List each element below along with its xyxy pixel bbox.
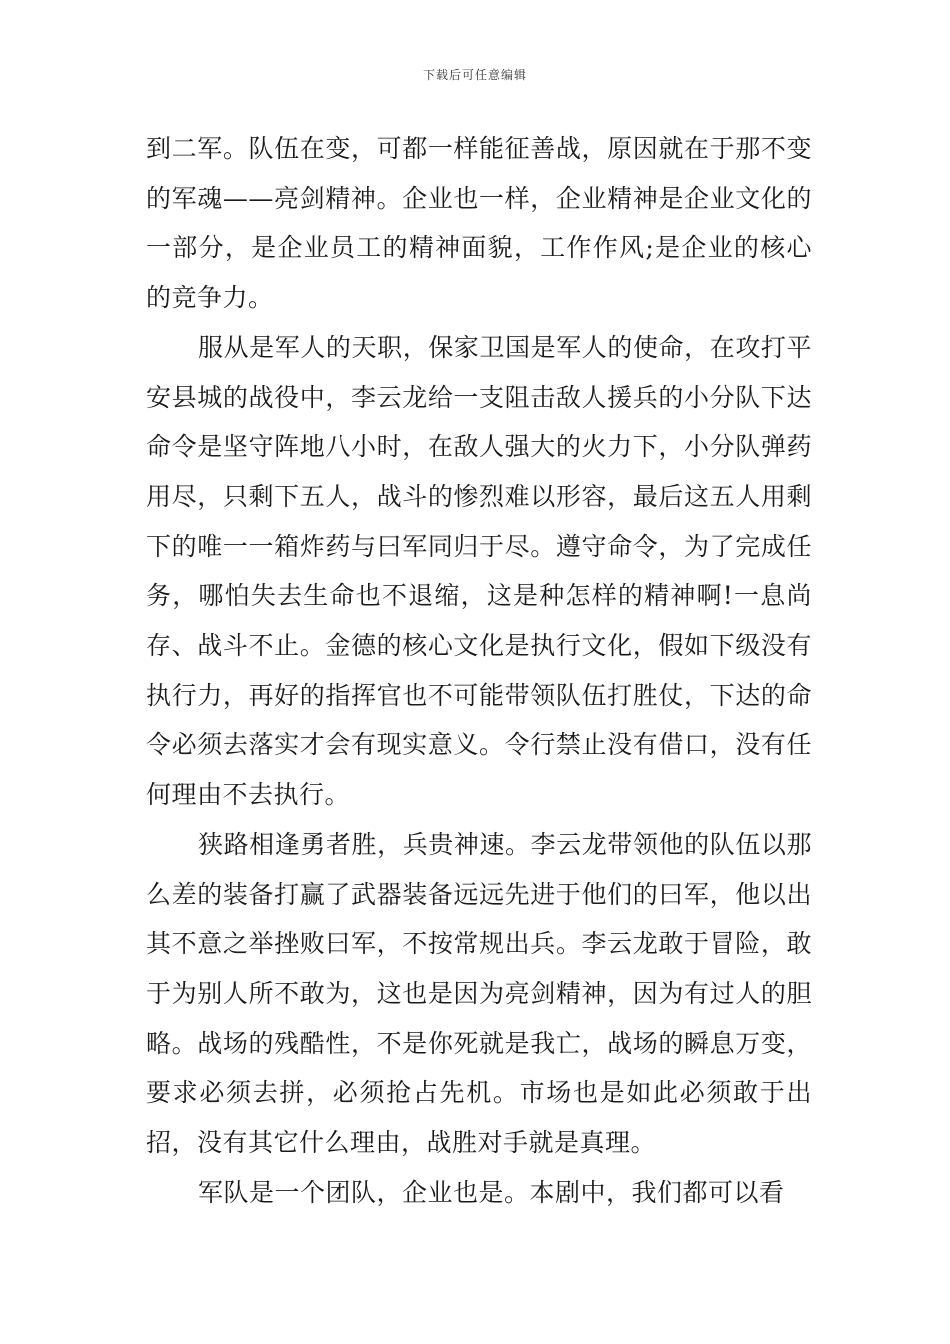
- document-body: [146, 124, 812, 1217]
- paragraph-teamwork: 军队是一个团队，企业也是。本剧中，我们都可以看: [198, 1177, 785, 1207]
- paragraph-courage: 狭路相逢勇者胜，兵贵神速。李云龙带领他的队伍以那么差的装备打赢了武器装备远远先进于他们的曰军，他以出其不意之举挫败曰军，不按常规出兵。李云龙敢于冒险，敢于为别人所不敢为，这也是因为亮剑精神，因为有过人的胆略。战场的残酷性，不是你死就是我亡，战场的瞬息万变，要求必须去拼，必须抢占先机。市场也是如此必须敢于出招，没有其它什么理由，战胜对手就是真理。: [146, 829, 812, 1158]
- paragraph-obedience: 服从是军人的天职，保家卫国是军人的使命，在攻打平安县城的战役中，李云龙给一支阻击敌人援兵的小分队下达命令是坚守阵地八小时，在敌人强大的火力下，小分队弹药用尽，只剩下五人，战斗的惨烈难以形容，最后这五人用剩下的唯一一箱炸药与曰军同归于尽。遵守命令，为了完成任务，哪怕失去生命也不退缩，这是种怎样的精神啊!一息尚存、战斗不止。金德的核心文化是执行文化，假如下级没有执行力，再好的指挥官也不可能带领队伍打胜仗，下达的命令必须去落实才会有现实意义。令行禁止没有借口，没有任何理由不去执行。: [146, 332, 812, 810]
- paragraph-continuation: 到二军。队伍在变，可都一样能征善战，原因就在于那不变的军魂——亮剑精神。企业也一样，企业精神是企业文化的一部分，是企业员工的精神面貌，工作作风;是企业的核心的竞争力。: [146, 134, 812, 313]
- page-header: 下载后可任意编辑: [422, 68, 527, 82]
